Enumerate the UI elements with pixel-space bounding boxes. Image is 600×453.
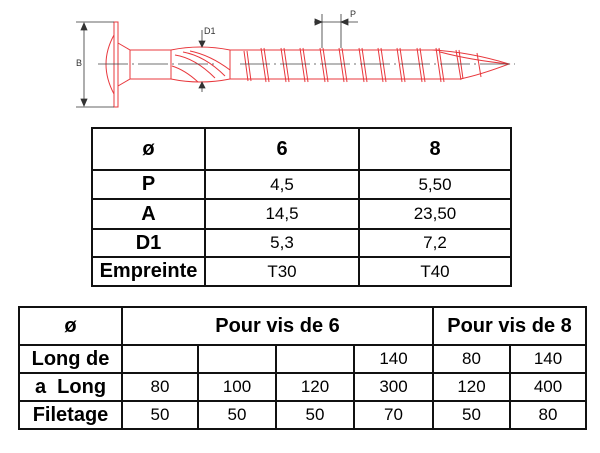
cell: 50: [433, 401, 510, 429]
cell: T40: [359, 257, 511, 286]
cell: T30: [205, 257, 359, 286]
row-label: Empreinte: [92, 257, 205, 286]
table-row: [92, 199, 511, 229]
header-diameter: ø: [92, 128, 205, 170]
header-diameter: ø: [19, 307, 122, 345]
label-b: B: [76, 58, 83, 68]
row-label: D1: [92, 229, 205, 257]
table-header-row: [19, 307, 586, 345]
screw-head-icon: [114, 22, 118, 107]
cell: 400: [510, 373, 586, 401]
cell: 120: [433, 373, 510, 401]
header-8: 8: [359, 128, 511, 170]
header-group-6: Pour vis de 6: [122, 307, 433, 345]
cell: 80: [433, 345, 510, 373]
cell: 4,5: [205, 170, 359, 199]
cell: 5,3: [205, 229, 359, 257]
label-p: P: [350, 9, 357, 19]
cell: 7,2: [359, 229, 511, 257]
cell: [276, 345, 354, 373]
header-6: 6: [205, 128, 359, 170]
cell: 50: [276, 401, 354, 429]
cell: 50: [198, 401, 276, 429]
cell: 70: [354, 401, 433, 429]
cell: 300: [354, 373, 433, 401]
screw-lengths-table: [18, 306, 587, 430]
row-label: A: [92, 199, 205, 229]
table-row: [19, 345, 586, 373]
cell: 120: [276, 373, 354, 401]
cell: 14,5: [205, 199, 359, 229]
cell: 23,50: [359, 199, 511, 229]
table-header-row: [92, 128, 511, 170]
cell: [198, 345, 276, 373]
row-label: Long de: [19, 345, 122, 373]
cell: 80: [122, 373, 198, 401]
row-label: a Long: [19, 373, 122, 401]
cell: 140: [510, 345, 586, 373]
cell: 80: [510, 401, 586, 429]
cell: 50: [122, 401, 198, 429]
cell: [122, 345, 198, 373]
row-label: P: [92, 170, 205, 199]
table-row: [92, 229, 511, 257]
label-d1: D1: [204, 26, 216, 36]
cell: 5,50: [359, 170, 511, 199]
screw-dimensions-table: [91, 127, 512, 287]
header-group-8: Pour vis de 8: [433, 307, 586, 345]
table-row: [92, 170, 511, 199]
cell: 140: [354, 345, 433, 373]
row-label: Filetage: [19, 401, 122, 429]
cell: 100: [198, 373, 276, 401]
table-row: [92, 257, 511, 286]
table-row: [19, 373, 586, 401]
screw-technical-drawing: [0, 0, 600, 115]
table-row: [19, 401, 586, 429]
